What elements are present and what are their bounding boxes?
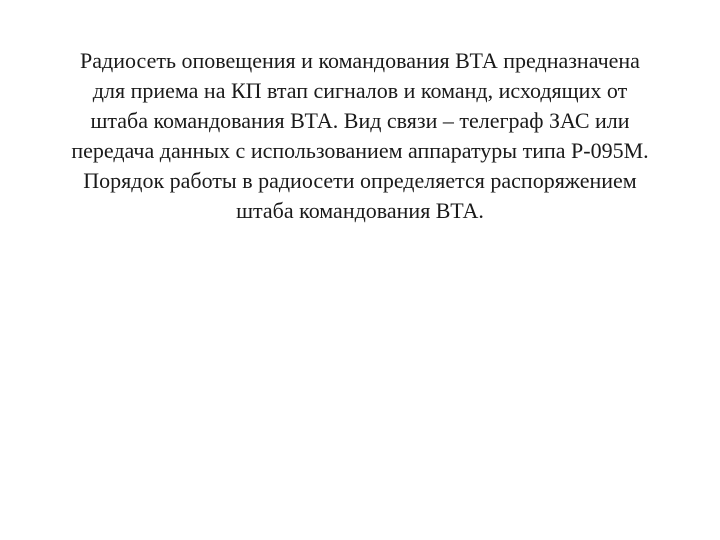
paragraph-line-2: для приема на КП втап сигналов и команд, исходящих от (92, 78, 628, 103)
body-paragraph (20, 46, 700, 226)
paragraph-line-4: передача данных с использованием аппаратуры типа Р-095М. (71, 138, 649, 163)
paragraph-line-1: Радиосеть оповещения и командования ВТА предназначена (80, 48, 640, 73)
paragraph-line-3: штаба командования ВТА. Вид связи – телеграф ЗАС или (90, 108, 630, 133)
paragraph-line-5: Порядок работы в радиосети определяется распоряжением (83, 168, 637, 193)
paragraph-line-6: штаба командования ВТА. (236, 198, 484, 223)
